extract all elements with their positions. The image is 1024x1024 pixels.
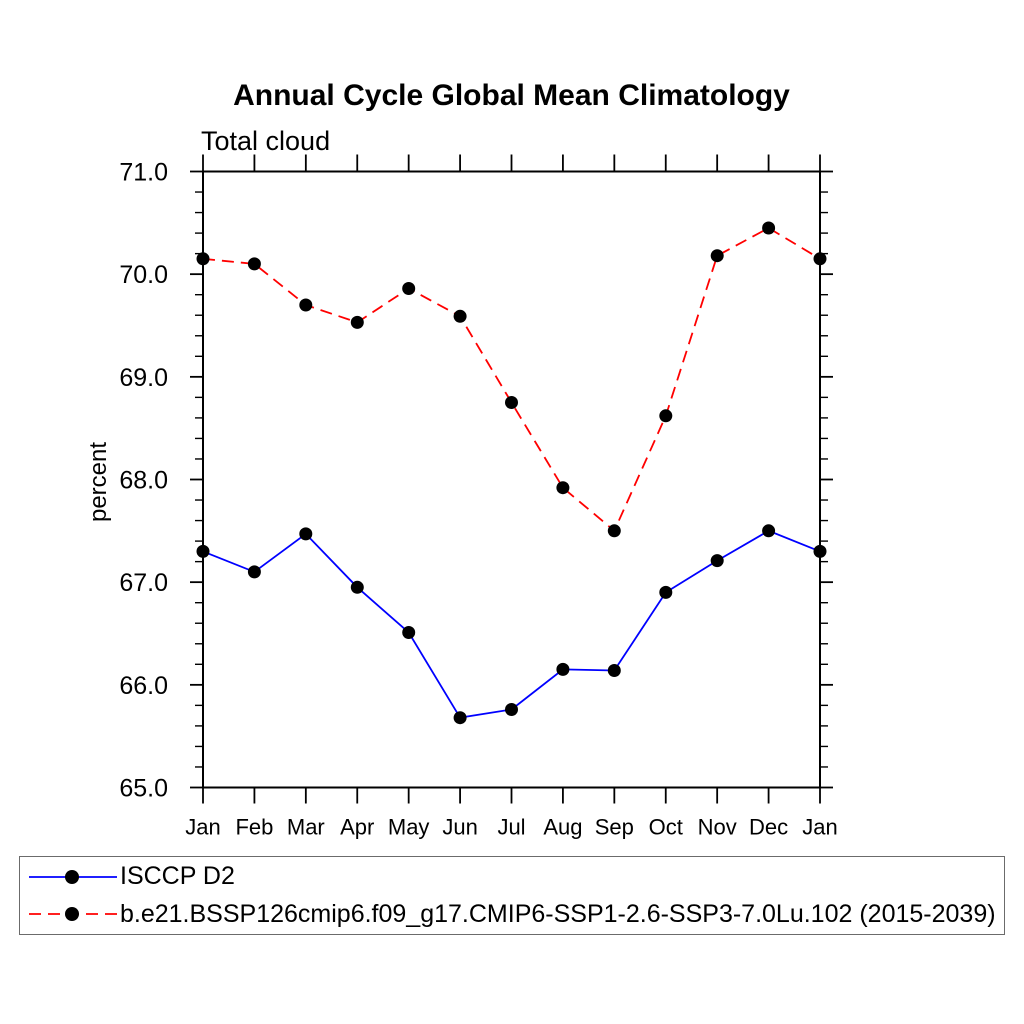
x-tick-label: Feb xyxy=(235,814,274,840)
data-point-marker xyxy=(248,565,261,578)
y-tick-label: 70.0 xyxy=(119,261,168,290)
data-point-marker xyxy=(299,299,312,312)
y-tick-label: 68.0 xyxy=(119,466,168,495)
legend-label: b.e21.BSSP126cmip6.f09_g17.CMIP6-SSP1-2.6-SSP3-7.0Lu.102 (2015-2039) xyxy=(120,899,996,928)
legend-line-sample-dashed xyxy=(25,896,120,932)
x-tick-label: Dec xyxy=(749,814,789,840)
x-tick-label: Apr xyxy=(340,814,375,840)
legend-marker xyxy=(65,870,79,884)
y-tick-label: 67.0 xyxy=(119,569,168,598)
data-point-marker xyxy=(762,222,775,235)
legend-label: ISCCP D2 xyxy=(120,862,235,891)
data-point-marker xyxy=(814,545,827,558)
data-point-marker xyxy=(505,396,518,409)
data-point-marker xyxy=(299,527,312,540)
x-tick-label: Aug xyxy=(543,814,583,840)
legend-marker xyxy=(65,907,79,921)
y-axis-label: percent xyxy=(85,441,112,523)
data-point-marker xyxy=(556,481,569,494)
x-tick-label: Mar xyxy=(286,814,325,840)
y-tick-label: 69.0 xyxy=(119,363,168,392)
data-point-marker xyxy=(762,524,775,537)
chart-title: Annual Cycle Global Mean Climatology xyxy=(233,79,790,112)
data-point-marker xyxy=(402,626,415,639)
data-point-marker xyxy=(608,664,621,677)
x-tick-label: Jan xyxy=(185,814,221,840)
data-point-marker xyxy=(659,409,672,422)
y-tick-label: 66.0 xyxy=(119,671,168,700)
data-point-marker xyxy=(454,711,467,724)
x-tick-label: Oct xyxy=(648,814,683,840)
data-point-marker xyxy=(556,663,569,676)
x-tick-label: Sep xyxy=(594,814,634,840)
data-point-marker xyxy=(711,249,724,262)
data-point-marker xyxy=(248,257,261,270)
data-point-marker xyxy=(351,581,364,594)
series-line-1 xyxy=(203,228,820,531)
x-tick-label: Jul xyxy=(497,814,526,840)
data-point-marker xyxy=(814,252,827,265)
y-tick-label: 65.0 xyxy=(119,774,168,803)
data-point-marker xyxy=(351,316,364,329)
data-point-marker xyxy=(197,545,210,558)
x-tick-label: May xyxy=(387,814,430,840)
chart-subtitle: Total cloud xyxy=(201,126,331,156)
legend-item-model xyxy=(25,896,1004,932)
x-tick-label: Jan xyxy=(802,814,838,840)
data-point-marker xyxy=(505,703,518,716)
y-tick-label: 71.0 xyxy=(119,158,168,187)
data-point-marker xyxy=(197,252,210,265)
axis-frame xyxy=(203,172,820,788)
x-tick-label: Jun xyxy=(442,814,478,840)
data-point-marker xyxy=(711,554,724,567)
series-line-0 xyxy=(203,531,820,718)
x-tick-label: Nov xyxy=(697,814,737,840)
data-point-marker xyxy=(402,282,415,295)
data-point-marker xyxy=(608,524,621,537)
legend-line-sample-solid xyxy=(25,859,120,895)
data-point-marker xyxy=(454,310,467,323)
legend-item-isccp xyxy=(25,859,1004,895)
legend xyxy=(19,856,1005,935)
data-point-marker xyxy=(659,586,672,599)
